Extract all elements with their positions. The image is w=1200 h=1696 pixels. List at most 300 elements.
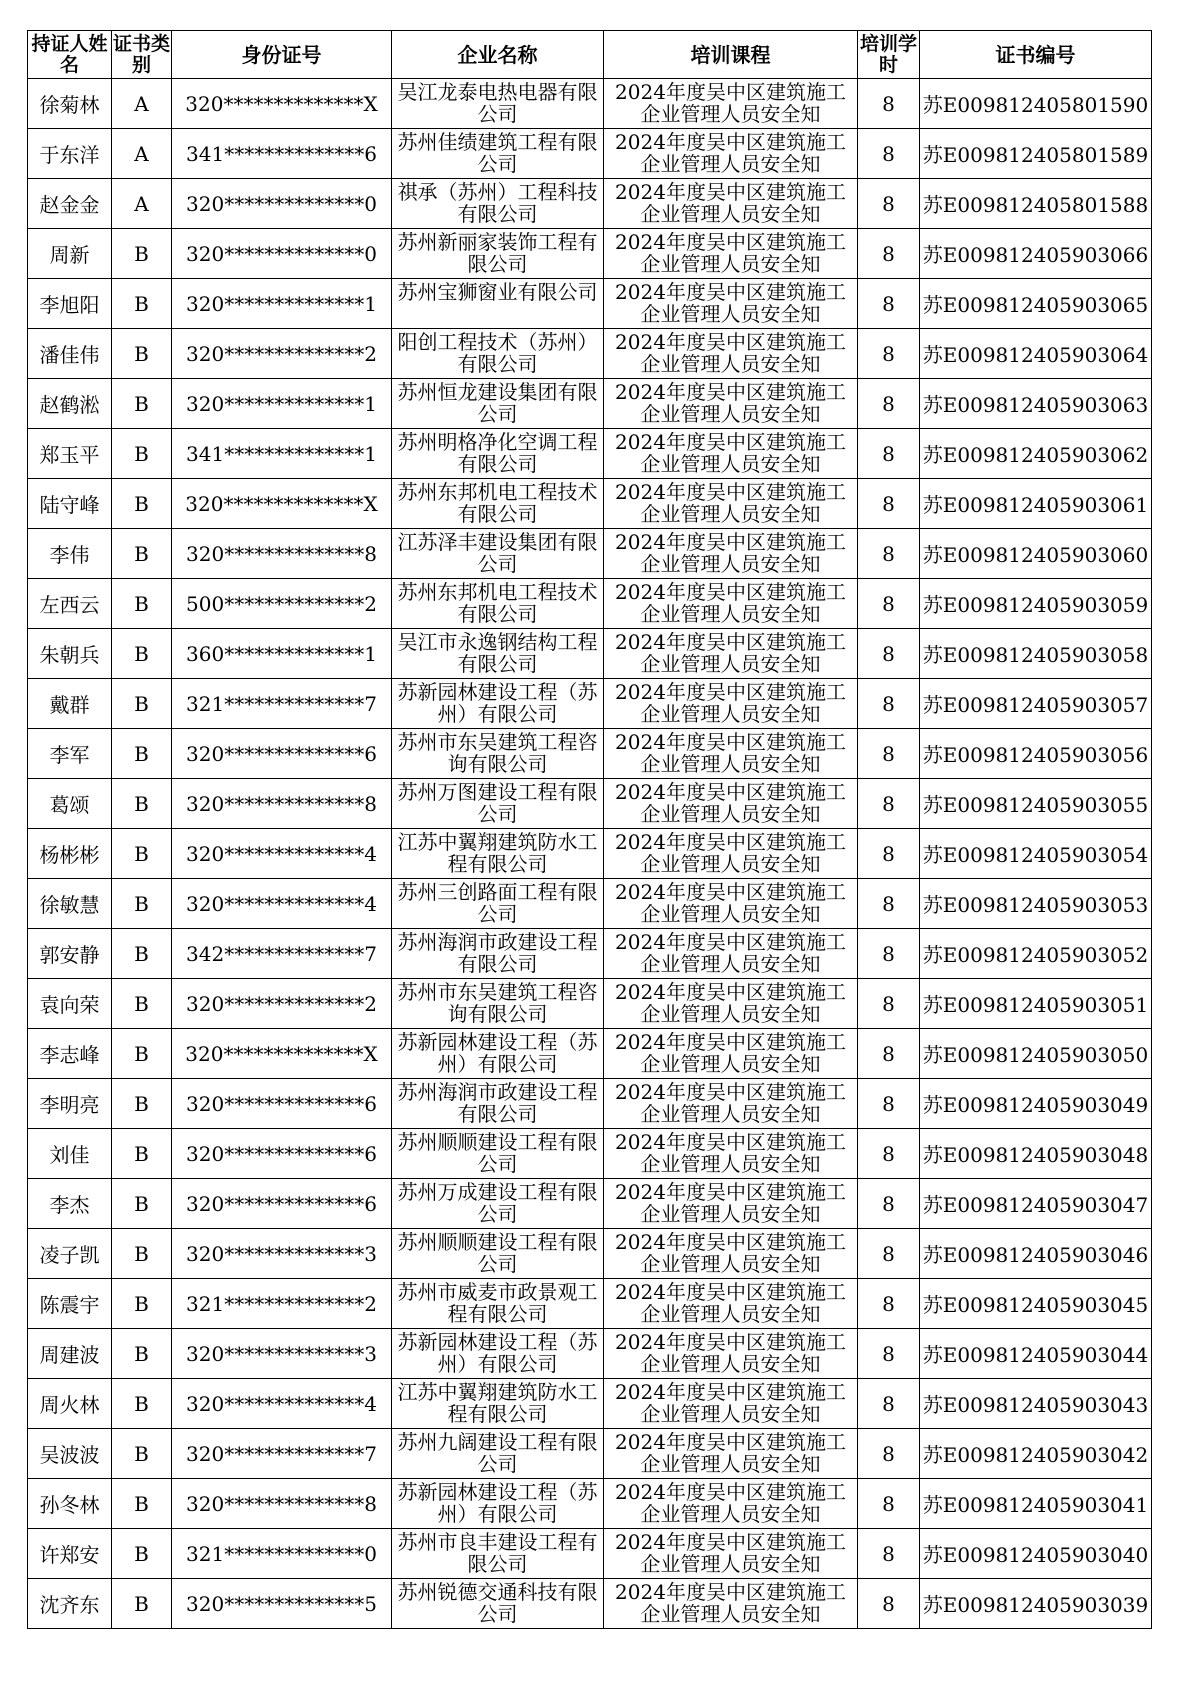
holder-name-cell: 陆守峰 <box>28 479 112 529</box>
category-cell: B <box>112 779 172 829</box>
company-cell <box>392 1229 604 1279</box>
hours-cell: 8 <box>858 1079 920 1129</box>
course-cell <box>604 279 858 329</box>
holder-name-cell: 杨彬彬 <box>28 829 112 879</box>
cert-number-cell: 苏E009812405903040 <box>920 1529 1152 1579</box>
holder-name-cell: 李伟 <box>28 529 112 579</box>
hours-cell: 8 <box>858 79 920 129</box>
company-cell <box>392 1129 604 1179</box>
hours-cell: 8 <box>858 1579 920 1629</box>
category-cell: B <box>112 1479 172 1529</box>
company-cell-text: 苏州恒龙建设集团有限公司 <box>397 380 598 426</box>
hours-cell: 8 <box>858 1379 920 1429</box>
course-cell <box>604 1429 858 1479</box>
company-cell <box>392 129 604 179</box>
id-number-cell: 321**************7 <box>172 679 392 729</box>
table-row <box>28 529 1152 579</box>
company-cell-text: 苏州市东吴建筑工程咨询有限公司 <box>397 980 598 1026</box>
id-number-cell: 320**************X <box>172 479 392 529</box>
id-number-cell: 320**************0 <box>172 179 392 229</box>
holder-name-cell: 许郑安 <box>28 1529 112 1579</box>
course-cell-text: 2024年度吴中区建筑施工企业管理人员安全知 <box>615 1180 846 1226</box>
cert-number-cell: 苏E009812405903057 <box>920 679 1152 729</box>
cert-number-cell: 苏E009812405903050 <box>920 1029 1152 1079</box>
category-cell: B <box>112 1179 172 1229</box>
id-number-cell: 320**************7 <box>172 1429 392 1479</box>
company-cell <box>392 629 604 679</box>
holder-name-cell: 左西云 <box>28 579 112 629</box>
course-cell-text: 2024年度吴中区建筑施工企业管理人员安全知 <box>615 530 846 576</box>
cert-number-cell: 苏E009812405903065 <box>920 279 1152 329</box>
category-cell: B <box>112 1229 172 1279</box>
category-cell: B <box>112 1429 172 1479</box>
id-number-cell: 320**************6 <box>172 1179 392 1229</box>
table-row <box>28 1029 1152 1079</box>
cert-number-cell: 苏E009812405903051 <box>920 979 1152 1029</box>
cert-number-cell: 苏E009812405903049 <box>920 1079 1152 1129</box>
holder-name-cell: 赵金金 <box>28 179 112 229</box>
company-cell-text: 吴江龙泰电热电器有限公司 <box>397 80 598 126</box>
category-cell: B <box>112 329 172 379</box>
company-cell <box>392 1279 604 1329</box>
cert-number-cell: 苏E009812405903047 <box>920 1179 1152 1229</box>
holder-name-cell: 凌子凯 <box>28 1229 112 1279</box>
id-number-cell: 320**************4 <box>172 829 392 879</box>
category-cell: B <box>112 629 172 679</box>
cert-number-cell: 苏E009812405903045 <box>920 1279 1152 1329</box>
id-number-cell: 320**************6 <box>172 1129 392 1179</box>
course-cell <box>604 1479 858 1529</box>
course-cell <box>604 329 858 379</box>
id-number-cell: 320**************X <box>172 79 392 129</box>
cert-number-cell: 苏E009812405903066 <box>920 229 1152 279</box>
hours-cell: 8 <box>858 529 920 579</box>
holder-name-cell: 李旭阳 <box>28 279 112 329</box>
hours-cell: 8 <box>858 1229 920 1279</box>
course-cell <box>604 529 858 579</box>
table-row <box>28 1579 1152 1629</box>
id-number-cell: 320**************3 <box>172 1329 392 1379</box>
course-cell <box>604 1379 858 1429</box>
table-row <box>28 1429 1152 1479</box>
cert-number-cell: 苏E009812405903053 <box>920 879 1152 929</box>
header-row <box>28 31 1152 79</box>
course-cell <box>604 179 858 229</box>
company-cell <box>392 379 604 429</box>
company-cell <box>392 929 604 979</box>
company-cell <box>392 879 604 929</box>
hours-cell: 8 <box>858 879 920 929</box>
course-cell <box>604 829 858 879</box>
course-cell <box>604 679 858 729</box>
course-cell <box>604 429 858 479</box>
cert-number-cell: 苏E009812405903058 <box>920 629 1152 679</box>
id-number-cell: 320**************6 <box>172 729 392 779</box>
hours-cell: 8 <box>858 1329 920 1379</box>
holder-name-cell: 吴波波 <box>28 1429 112 1479</box>
certificate-table <box>27 30 1152 1629</box>
category-cell: B <box>112 579 172 629</box>
category-cell: B <box>112 229 172 279</box>
holder-name-cell: 周火林 <box>28 1379 112 1429</box>
header-course: 培训课程 <box>604 31 858 79</box>
table-row <box>28 1379 1152 1429</box>
company-cell-text: 苏新园林建设工程（苏州）有限公司 <box>397 680 598 726</box>
holder-name-cell: 葛颂 <box>28 779 112 829</box>
company-cell-text: 江苏中翼翔建筑防水工程有限公司 <box>397 830 598 876</box>
hours-cell: 8 <box>858 429 920 479</box>
company-cell <box>392 779 604 829</box>
table-row <box>28 629 1152 679</box>
course-cell-text: 2024年度吴中区建筑施工企业管理人员安全知 <box>615 430 846 476</box>
company-cell <box>392 1529 604 1579</box>
holder-name-cell: 李志峰 <box>28 1029 112 1079</box>
holder-name-cell: 李明亮 <box>28 1079 112 1129</box>
company-cell <box>392 279 604 329</box>
company-cell <box>392 1179 604 1229</box>
company-cell-text: 苏州海润市政建设工程有限公司 <box>397 930 598 976</box>
table-row <box>28 79 1152 129</box>
table-row <box>28 879 1152 929</box>
table-row <box>28 579 1152 629</box>
course-cell-text: 2024年度吴中区建筑施工企业管理人员安全知 <box>615 930 846 976</box>
course-cell-text: 2024年度吴中区建筑施工企业管理人员安全知 <box>615 330 846 376</box>
id-number-cell: 320**************1 <box>172 279 392 329</box>
holder-name-cell: 周新 <box>28 229 112 279</box>
course-cell-text: 2024年度吴中区建筑施工企业管理人员安全知 <box>615 480 846 526</box>
category-cell: B <box>112 1529 172 1579</box>
course-cell <box>604 1229 858 1279</box>
course-cell-text: 2024年度吴中区建筑施工企业管理人员安全知 <box>615 280 846 326</box>
category-cell: B <box>112 1329 172 1379</box>
id-number-cell: 342**************7 <box>172 929 392 979</box>
header-id-number: 身份证号 <box>172 31 392 79</box>
category-cell: A <box>112 129 172 179</box>
header-name: 持证人姓名 <box>28 31 112 79</box>
holder-name-cell: 朱朝兵 <box>28 629 112 679</box>
course-cell <box>604 1279 858 1329</box>
course-cell-text: 2024年度吴中区建筑施工企业管理人员安全知 <box>615 680 846 726</box>
header-company: 企业名称 <box>392 31 604 79</box>
course-cell <box>604 229 858 279</box>
table-row <box>28 1329 1152 1379</box>
id-number-cell: 321**************0 <box>172 1529 392 1579</box>
course-cell <box>604 579 858 629</box>
table-row <box>28 1179 1152 1229</box>
company-cell <box>392 1029 604 1079</box>
category-cell: B <box>112 1029 172 1079</box>
company-cell-text: 苏州东邦机电工程技术有限公司 <box>397 480 598 526</box>
cert-number-cell: 苏E009812405903061 <box>920 479 1152 529</box>
course-cell <box>604 79 858 129</box>
company-cell <box>392 529 604 579</box>
course-cell <box>604 129 858 179</box>
course-cell-text: 2024年度吴中区建筑施工企业管理人员安全知 <box>615 1480 846 1526</box>
table-row <box>28 929 1152 979</box>
holder-name-cell: 刘佳 <box>28 1129 112 1179</box>
table-row <box>28 1529 1152 1579</box>
course-cell-text: 2024年度吴中区建筑施工企业管理人员安全知 <box>615 1580 846 1626</box>
table-row <box>28 979 1152 1029</box>
company-cell-text: 江苏中翼翔建筑防水工程有限公司 <box>397 1380 598 1426</box>
hours-cell: 8 <box>858 279 920 329</box>
cert-number-cell: 苏E009812405903062 <box>920 429 1152 479</box>
course-cell <box>604 379 858 429</box>
category-cell: B <box>112 979 172 1029</box>
course-cell <box>604 479 858 529</box>
course-cell-text: 2024年度吴中区建筑施工企业管理人员安全知 <box>615 1330 846 1376</box>
course-cell-text: 2024年度吴中区建筑施工企业管理人员安全知 <box>615 880 846 926</box>
cert-number-cell: 苏E009812405903052 <box>920 929 1152 979</box>
category-cell: B <box>112 929 172 979</box>
course-cell <box>604 1179 858 1229</box>
holder-name-cell: 李杰 <box>28 1179 112 1229</box>
id-number-cell: 341**************1 <box>172 429 392 479</box>
category-cell: B <box>112 529 172 579</box>
category-cell: B <box>112 829 172 879</box>
holder-name-cell: 袁向荣 <box>28 979 112 1029</box>
table-row <box>28 429 1152 479</box>
hours-cell: 8 <box>858 979 920 1029</box>
company-cell-text: 苏州万成建设工程有限公司 <box>397 1180 598 1226</box>
company-cell-text: 苏州海润市政建设工程有限公司 <box>397 1080 598 1126</box>
cert-number-cell: 苏E009812405903055 <box>920 779 1152 829</box>
id-number-cell: 320**************2 <box>172 979 392 1029</box>
hours-cell: 8 <box>858 629 920 679</box>
course-cell <box>604 1329 858 1379</box>
cert-number-cell: 苏E009812405903054 <box>920 829 1152 879</box>
category-cell: A <box>112 79 172 129</box>
company-cell-text: 苏州明格净化空调工程有限公司 <box>397 430 598 476</box>
cert-number-cell: 苏E009812405801588 <box>920 179 1152 229</box>
category-cell: B <box>112 1079 172 1129</box>
table-row <box>28 279 1152 329</box>
hours-cell: 8 <box>858 679 920 729</box>
company-cell <box>392 829 604 879</box>
course-cell <box>604 779 858 829</box>
table-row <box>28 229 1152 279</box>
company-cell-text: 苏州东邦机电工程技术有限公司 <box>397 580 598 626</box>
table-row <box>28 679 1152 729</box>
hours-cell: 8 <box>858 1129 920 1179</box>
id-number-cell: 320**************8 <box>172 529 392 579</box>
id-number-cell: 320**************3 <box>172 1229 392 1279</box>
hours-cell: 8 <box>858 1529 920 1579</box>
hours-cell: 8 <box>858 779 920 829</box>
cert-number-cell: 苏E009812405903042 <box>920 1429 1152 1479</box>
course-cell <box>604 1529 858 1579</box>
holder-name-cell: 徐菊林 <box>28 79 112 129</box>
id-number-cell: 320**************6 <box>172 1079 392 1129</box>
category-cell: B <box>112 729 172 779</box>
category-cell: B <box>112 1279 172 1329</box>
company-cell <box>392 479 604 529</box>
course-cell-text: 2024年度吴中区建筑施工企业管理人员安全知 <box>615 1380 846 1426</box>
cert-number-cell: 苏E009812405903060 <box>920 529 1152 579</box>
course-cell <box>604 729 858 779</box>
company-cell-text: 苏州万图建设工程有限公司 <box>397 780 598 826</box>
hours-cell: 8 <box>858 329 920 379</box>
course-cell-text: 2024年度吴中区建筑施工企业管理人员安全知 <box>615 780 846 826</box>
holder-name-cell: 陈震宇 <box>28 1279 112 1329</box>
company-cell-text: 苏州新丽家装饰工程有限公司 <box>397 230 598 276</box>
course-cell-text: 2024年度吴中区建筑施工企业管理人员安全知 <box>615 580 846 626</box>
id-number-cell: 321**************2 <box>172 1279 392 1329</box>
hours-cell: 8 <box>858 929 920 979</box>
course-cell <box>604 1029 858 1079</box>
holder-name-cell: 孙冬林 <box>28 1479 112 1529</box>
company-cell <box>392 679 604 729</box>
cert-number-cell: 苏E009812405903043 <box>920 1379 1152 1429</box>
category-cell: B <box>112 379 172 429</box>
company-cell-text: 苏州市良丰建设工程有限公司 <box>397 1530 598 1576</box>
company-cell-text: 苏新园林建设工程（苏州）有限公司 <box>397 1480 598 1526</box>
table-row <box>28 729 1152 779</box>
course-cell-text: 2024年度吴中区建筑施工企业管理人员安全知 <box>615 630 846 676</box>
course-cell-text: 2024年度吴中区建筑施工企业管理人员安全知 <box>615 730 846 776</box>
cert-number-cell: 苏E009812405903046 <box>920 1229 1152 1279</box>
holder-name-cell: 周建波 <box>28 1329 112 1379</box>
holder-name-cell: 于东洋 <box>28 129 112 179</box>
category-cell: B <box>112 429 172 479</box>
course-cell-text: 2024年度吴中区建筑施工企业管理人员安全知 <box>615 180 846 226</box>
cert-number-cell: 苏E009812405903048 <box>920 1129 1152 1179</box>
company-cell <box>392 1479 604 1529</box>
table-row <box>28 779 1152 829</box>
course-cell <box>604 1129 858 1179</box>
company-cell <box>392 79 604 129</box>
table-row <box>28 179 1152 229</box>
holder-name-cell: 郭安静 <box>28 929 112 979</box>
id-number-cell: 500**************2 <box>172 579 392 629</box>
course-cell <box>604 929 858 979</box>
company-cell-text: 祺承（苏州）工程科技有限公司 <box>397 180 598 226</box>
holder-name-cell: 李军 <box>28 729 112 779</box>
course-cell-text: 2024年度吴中区建筑施工企业管理人员安全知 <box>615 1230 846 1276</box>
category-cell: A <box>112 179 172 229</box>
cert-number-cell: 苏E009812405903041 <box>920 1479 1152 1529</box>
id-number-cell: 320**************2 <box>172 329 392 379</box>
header-hours: 培训学时 <box>858 31 920 79</box>
cert-number-cell: 苏E009812405903063 <box>920 379 1152 429</box>
holder-name-cell: 沈齐东 <box>28 1579 112 1629</box>
company-cell <box>392 729 604 779</box>
course-cell-text: 2024年度吴中区建筑施工企业管理人员安全知 <box>615 1130 846 1176</box>
course-cell-text: 2024年度吴中区建筑施工企业管理人员安全知 <box>615 1430 846 1476</box>
hours-cell: 8 <box>858 179 920 229</box>
category-cell: B <box>112 879 172 929</box>
id-number-cell: 320**************5 <box>172 1579 392 1629</box>
id-number-cell: 320**************4 <box>172 1379 392 1429</box>
id-number-cell: 320**************1 <box>172 379 392 429</box>
course-cell <box>604 879 858 929</box>
table-row <box>28 1229 1152 1279</box>
table-row <box>28 329 1152 379</box>
cert-number-cell: 苏E009812405903064 <box>920 329 1152 379</box>
course-cell-text: 2024年度吴中区建筑施工企业管理人员安全知 <box>615 1030 846 1076</box>
course-cell <box>604 979 858 1029</box>
cert-number-cell: 苏E009812405903039 <box>920 1579 1152 1629</box>
course-cell-text: 2024年度吴中区建筑施工企业管理人员安全知 <box>615 830 846 876</box>
course-cell-text: 2024年度吴中区建筑施工企业管理人员安全知 <box>615 1530 846 1576</box>
table-row <box>28 1279 1152 1329</box>
hours-cell: 8 <box>858 1429 920 1479</box>
company-cell-text: 苏州九阔建设工程有限公司 <box>397 1430 598 1476</box>
company-cell <box>392 1079 604 1129</box>
table-row <box>28 1479 1152 1529</box>
company-cell-text: 苏州宝狮窗业有限公司 <box>397 280 598 304</box>
holder-name-cell: 戴群 <box>28 679 112 729</box>
company-cell <box>392 1429 604 1479</box>
id-number-cell: 320**************8 <box>172 779 392 829</box>
company-cell <box>392 329 604 379</box>
table-row <box>28 129 1152 179</box>
id-number-cell: 320**************X <box>172 1029 392 1079</box>
holder-name-cell: 徐敏慧 <box>28 879 112 929</box>
course-cell-text: 2024年度吴中区建筑施工企业管理人员安全知 <box>615 80 846 126</box>
category-cell: B <box>112 1379 172 1429</box>
holder-name-cell: 郑玉平 <box>28 429 112 479</box>
course-cell <box>604 1079 858 1129</box>
holder-name-cell: 潘佳伟 <box>28 329 112 379</box>
hours-cell: 8 <box>858 729 920 779</box>
company-cell-text: 苏州佳绩建筑工程有限公司 <box>397 130 598 176</box>
company-cell <box>392 579 604 629</box>
category-cell: B <box>112 279 172 329</box>
company-cell-text: 苏新园林建设工程（苏州）有限公司 <box>397 1330 598 1376</box>
company-cell-text: 苏州市威麦市政景观工程有限公司 <box>397 1280 598 1326</box>
id-number-cell: 320**************0 <box>172 229 392 279</box>
company-cell <box>392 1579 604 1629</box>
cert-number-cell: 苏E009812405801590 <box>920 79 1152 129</box>
cert-number-cell: 苏E009812405903056 <box>920 729 1152 779</box>
company-cell-text: 阳创工程技术（苏州）有限公司 <box>397 330 598 376</box>
company-cell-text: 苏新园林建设工程（苏州）有限公司 <box>397 1030 598 1076</box>
course-cell-text: 2024年度吴中区建筑施工企业管理人员安全知 <box>615 130 846 176</box>
company-cell <box>392 1329 604 1379</box>
id-number-cell: 320**************8 <box>172 1479 392 1529</box>
hours-cell: 8 <box>858 479 920 529</box>
category-cell: B <box>112 479 172 529</box>
course-cell-text: 2024年度吴中区建筑施工企业管理人员安全知 <box>615 980 846 1026</box>
category-cell: B <box>112 679 172 729</box>
company-cell-text: 江苏泽丰建设集团有限公司 <box>397 530 598 576</box>
company-cell-text: 吴江市永逸钢结构工程有限公司 <box>397 630 598 676</box>
cert-number-cell: 苏E009812405903059 <box>920 579 1152 629</box>
cert-number-cell: 苏E009812405903044 <box>920 1329 1152 1379</box>
id-number-cell: 341**************6 <box>172 129 392 179</box>
course-cell <box>604 1579 858 1629</box>
hours-cell: 8 <box>858 1279 920 1329</box>
category-cell: B <box>112 1579 172 1629</box>
category-cell: B <box>112 1129 172 1179</box>
id-number-cell: 320**************4 <box>172 879 392 929</box>
hours-cell: 8 <box>858 229 920 279</box>
hours-cell: 8 <box>858 379 920 429</box>
header-cert-number: 证书编号 <box>920 31 1152 79</box>
course-cell-text: 2024年度吴中区建筑施工企业管理人员安全知 <box>615 380 846 426</box>
company-cell <box>392 179 604 229</box>
course-cell-text: 2024年度吴中区建筑施工企业管理人员安全知 <box>615 230 846 276</box>
company-cell-text: 苏州三创路面工程有限公司 <box>397 880 598 926</box>
company-cell <box>392 429 604 479</box>
course-cell <box>604 629 858 679</box>
company-cell-text: 苏州顺顺建设工程有限公司 <box>397 1130 598 1176</box>
course-cell-text: 2024年度吴中区建筑施工企业管理人员安全知 <box>615 1280 846 1326</box>
table-row <box>28 1129 1152 1179</box>
hours-cell: 8 <box>858 129 920 179</box>
cert-number-cell: 苏E009812405801589 <box>920 129 1152 179</box>
